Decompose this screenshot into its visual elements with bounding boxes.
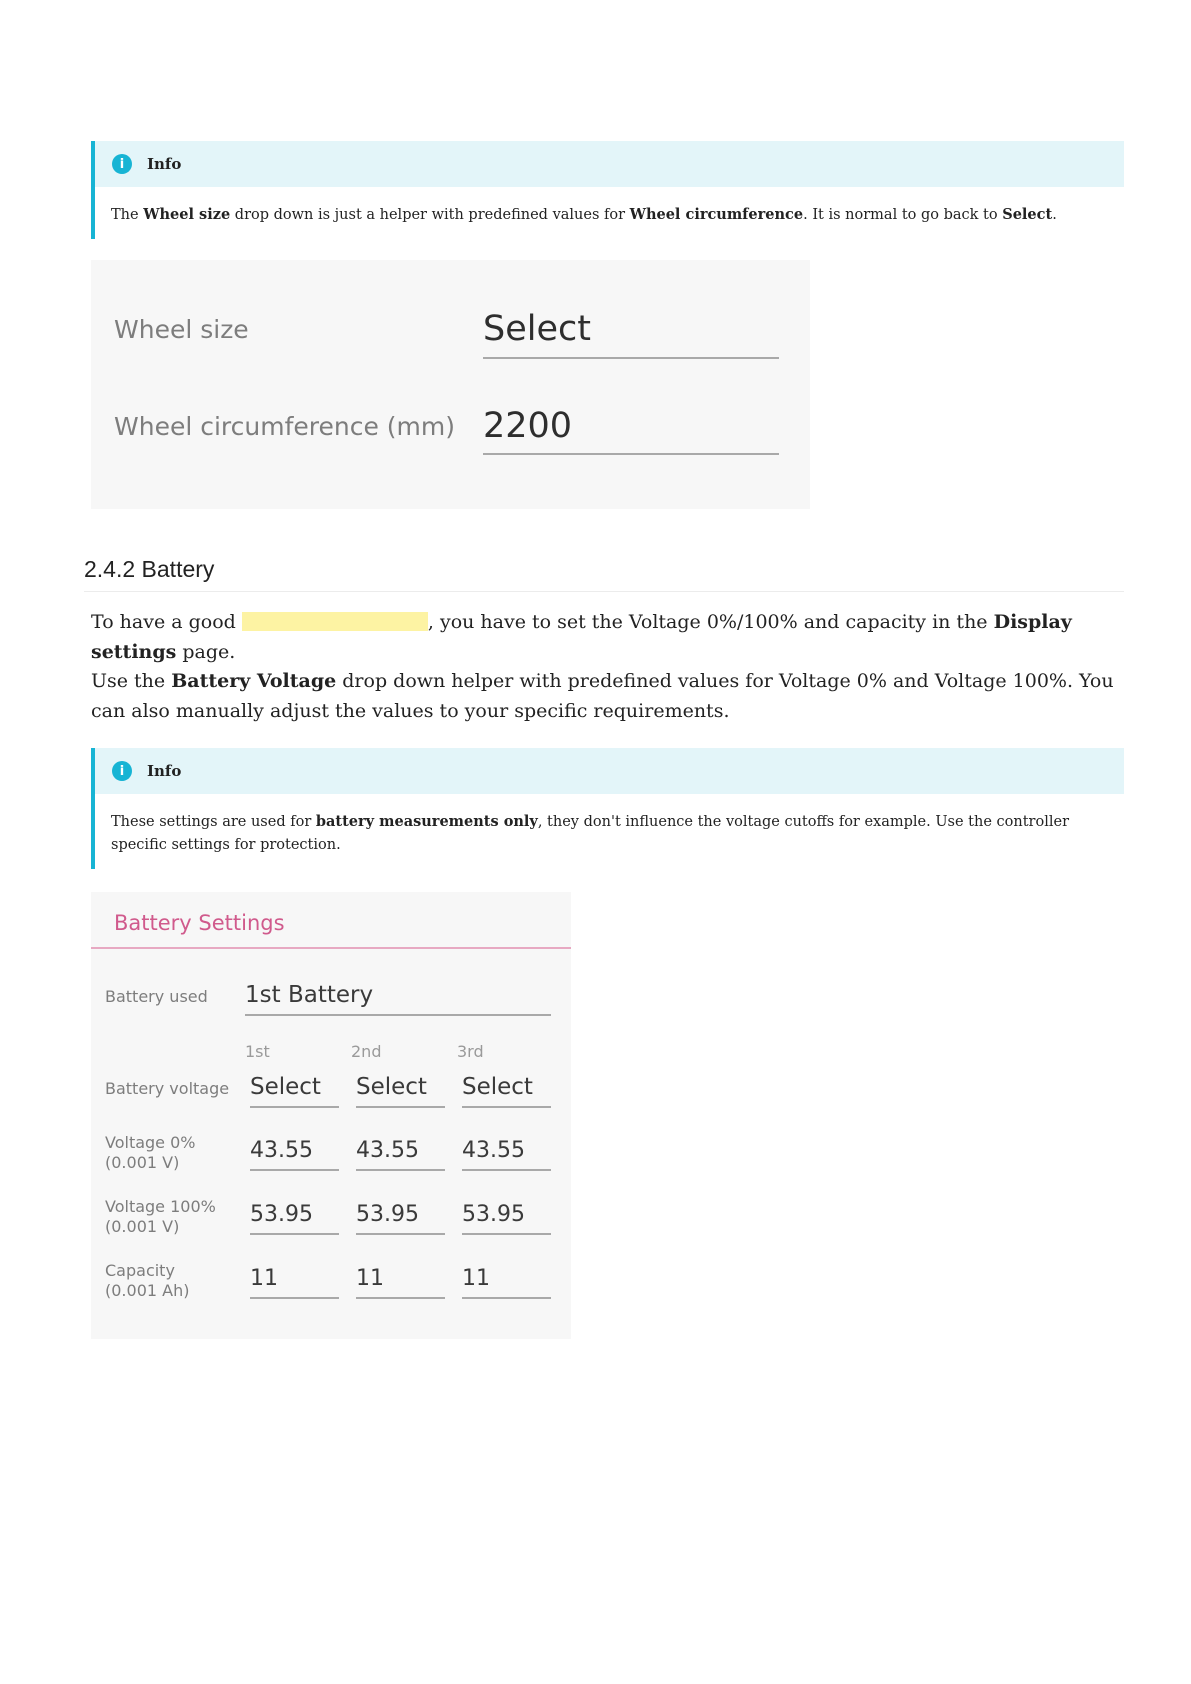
capacity-input-3[interactable]: 11 — [462, 1266, 490, 1291]
battery-settings-title: Battery Settings — [114, 911, 285, 935]
voltage-0-input-3[interactable]: 43.55 — [462, 1138, 525, 1163]
voltage-100-input-1[interactable]: 53.95 — [250, 1202, 313, 1227]
battery-used-underline — [245, 1014, 551, 1016]
capacity-underline-2 — [356, 1297, 445, 1299]
info-callout-title: Info — [147, 155, 182, 173]
battery-settings-screenshot — [91, 892, 571, 1339]
section-divider — [84, 591, 1124, 592]
battery-voltage-dropdown-2[interactable]: Select — [356, 1074, 427, 1100]
voltage-100-underline-2 — [356, 1233, 445, 1235]
capacity-underline-1 — [250, 1297, 339, 1299]
battery-voltage-label: Battery voltage — [105, 1079, 230, 1098]
voltage-underline-2 — [356, 1106, 445, 1108]
info-callout-battery — [91, 748, 1124, 869]
voltage-underline-1 — [250, 1106, 339, 1108]
highlighted-link[interactable] — [242, 612, 428, 631]
voltage-100-underline-3 — [462, 1233, 551, 1235]
column-header-1st: 1st — [245, 1042, 270, 1061]
voltage-100-underline-1 — [250, 1233, 339, 1235]
wheel-circumference-label: Wheel circumference (mm) — [114, 412, 456, 441]
voltage-0-underline-2 — [356, 1169, 445, 1171]
wheel-size-underline — [483, 357, 779, 359]
voltage-0-underline-3 — [462, 1169, 551, 1171]
battery-used-label: Battery used — [105, 987, 208, 1006]
wheel-circumference-underline — [483, 453, 779, 455]
info-callout-header — [95, 748, 1124, 794]
info-callout-wheel — [91, 141, 1124, 239]
info-callout-text: These settings are used for battery measurements only, they don't influence the voltage cutoffs for example. Use the controller specific settings for protection. — [111, 813, 1070, 853]
voltage-0-label: Voltage 0% (0.001 V) — [105, 1133, 196, 1172]
info-icon: i — [112, 761, 132, 781]
battery-voltage-dropdown-3[interactable]: Select — [462, 1074, 533, 1100]
voltage-100-input-2[interactable]: 53.95 — [356, 1202, 419, 1227]
wheel-size-label: Wheel size — [114, 315, 249, 344]
voltage-100-label: Voltage 100% (0.001 V) — [105, 1197, 216, 1236]
info-callout-header — [95, 141, 1124, 187]
section-heading: 2.4.2 Battery — [84, 556, 215, 582]
wheel-settings-screenshot — [91, 260, 810, 509]
wheel-circumference-input[interactable]: 2200 — [483, 406, 573, 446]
wheel-size-dropdown[interactable]: Select — [483, 309, 591, 349]
battery-used-dropdown[interactable]: 1st Battery — [245, 982, 374, 1008]
paragraph-intro: To have a good , you have to set the Voltage 0%/100% and capacity in the Display settings page. — [91, 611, 1072, 663]
capacity-underline-3 — [462, 1297, 551, 1299]
capacity-label: Capacity (0.001 Ah) — [105, 1261, 190, 1300]
info-callout-title: Info — [147, 762, 182, 780]
voltage-underline-3 — [462, 1106, 551, 1108]
battery-voltage-dropdown-1[interactable]: Select — [250, 1074, 321, 1100]
paragraph-battery-voltage: Use the Battery Voltage drop down helper with predefined values for Voltage 0% and Voltage 100%. You can also manually adjust the values to your specific requirements. — [91, 670, 1114, 722]
battery-settings-title-rule — [91, 947, 571, 949]
capacity-input-1[interactable]: 11 — [250, 1266, 278, 1291]
info-icon: i — [112, 154, 132, 174]
voltage-100-input-3[interactable]: 53.95 — [462, 1202, 525, 1227]
voltage-0-input-2[interactable]: 43.55 — [356, 1138, 419, 1163]
column-header-3rd: 3rd — [457, 1042, 484, 1061]
info-callout-text: The Wheel size drop down is just a helper with predefined values for Wheel circumference. It is normal to go back to Select. — [111, 206, 1057, 223]
voltage-0-underline-1 — [250, 1169, 339, 1171]
column-header-2nd: 2nd — [351, 1042, 382, 1061]
voltage-0-input-1[interactable]: 43.55 — [250, 1138, 313, 1163]
capacity-input-2[interactable]: 11 — [356, 1266, 384, 1291]
